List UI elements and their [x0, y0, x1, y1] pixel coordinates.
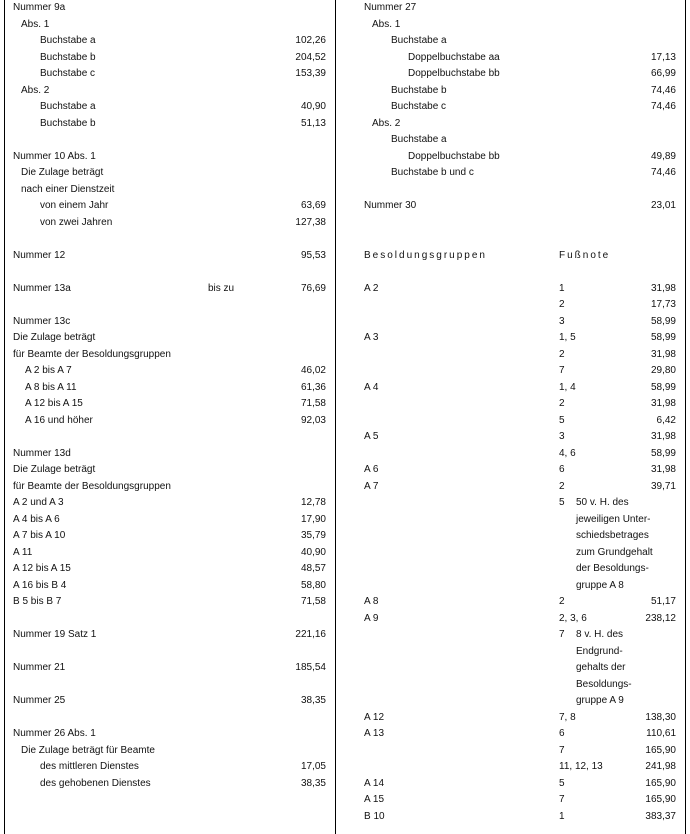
row-value: 74,46	[650, 167, 676, 178]
table-row	[364, 710, 676, 727]
row-value: 383,37	[645, 810, 676, 822]
row-label: A 4 bis A 6	[13, 513, 60, 525]
table-row	[13, 660, 326, 677]
spacer	[13, 132, 326, 149]
row-value: 51,13	[300, 117, 326, 129]
table-row	[364, 611, 676, 628]
row-value: 204,52	[295, 51, 326, 63]
row-value: 74,46	[650, 101, 676, 112]
footnote-ref: 7	[559, 794, 565, 805]
row-label: A 8	[364, 596, 379, 607]
row-label: Besoldungsgruppen	[364, 249, 487, 261]
row-label: von einem Jahr	[40, 200, 109, 211]
row-label: Buchstabe b und c	[391, 167, 474, 178]
table-row	[13, 495, 326, 512]
row-value: 46,02	[300, 365, 326, 376]
row-label: Abs. 2	[372, 117, 401, 129]
spacer	[13, 710, 326, 727]
footnote-text: jeweiligen Unter-	[576, 513, 651, 525]
table-row	[364, 479, 676, 496]
row-value: 76,69	[300, 282, 326, 294]
row-value: 49,89	[650, 150, 676, 162]
footnote-text: schiedsbetrages	[576, 530, 649, 541]
table-row	[364, 578, 676, 595]
footnote-ref: 5	[559, 414, 565, 426]
footnote-ref: 4, 6	[559, 447, 576, 459]
row-value: 31,98	[650, 348, 676, 360]
table-row	[364, 462, 676, 479]
row-label: Nummer 26 Abs. 1	[13, 728, 96, 739]
table-row	[364, 809, 676, 826]
row-label: A 16 und höher	[25, 414, 93, 426]
row-label: A 12	[364, 711, 385, 723]
row-label: Buchstabe c	[40, 68, 96, 79]
table-row	[13, 149, 326, 166]
table-row	[364, 281, 676, 298]
row-value: 17,13	[650, 51, 676, 63]
row-value: 17,05	[300, 761, 326, 772]
table-row	[13, 116, 326, 133]
footnote-ref: 11, 12, 13	[559, 761, 603, 772]
table-row	[364, 347, 676, 364]
footnote-ref: 5	[559, 497, 565, 508]
table-row	[13, 776, 326, 793]
row-value: 153,39	[295, 68, 326, 79]
footnote-ref: 7	[559, 744, 565, 756]
row-value: 35,79	[300, 530, 326, 541]
row-value: 74,46	[650, 84, 676, 96]
table-row	[13, 66, 326, 83]
row-label: A 7 bis A 10	[13, 530, 66, 541]
row-value: 58,99	[650, 447, 676, 459]
table-row	[13, 314, 326, 331]
table-row	[364, 429, 676, 446]
row-label: A 3	[364, 332, 379, 343]
table-row	[364, 413, 676, 430]
row-value: 31,98	[650, 464, 676, 475]
footnote-text: 50 v. H. des	[576, 497, 629, 508]
table-row	[13, 281, 326, 298]
row-label: Nummer 30	[364, 200, 417, 211]
table-row	[13, 215, 326, 232]
row-value: 165,90	[645, 777, 676, 789]
row-value: 138,30	[645, 711, 676, 723]
row-label: Die Zulage beträgt für Beamte	[21, 744, 155, 756]
table-row	[364, 380, 676, 397]
spacer	[364, 231, 676, 248]
footnote-ref: 1, 4	[559, 381, 576, 393]
footnote-ref: 2	[559, 596, 565, 607]
table-row	[13, 446, 326, 463]
row-value: 102,26	[295, 35, 326, 46]
table-row	[13, 198, 326, 215]
table-row	[13, 627, 326, 644]
row-value: 31,98	[650, 398, 676, 409]
table-row	[13, 693, 326, 710]
spacer	[13, 297, 326, 314]
table-row	[364, 396, 676, 413]
row-label: A 11	[13, 546, 33, 558]
row-label: B 10	[364, 810, 385, 822]
row-label: A 6	[364, 464, 379, 475]
spacer	[13, 264, 326, 281]
row-label: Abs. 1	[21, 18, 50, 30]
table-row	[13, 545, 326, 562]
row-value: 48,57	[300, 563, 326, 574]
row-value: 58,99	[650, 332, 676, 343]
row-label: A 16 bis B 4	[13, 579, 67, 591]
table-row	[13, 413, 326, 430]
row-value: 58,99	[650, 381, 676, 393]
center-divider	[335, 0, 336, 834]
row-value: 71,58	[300, 398, 326, 409]
table-row	[13, 462, 326, 479]
footnote-ref: 2	[559, 348, 565, 360]
row-value: 127,38	[295, 216, 326, 228]
table-row	[364, 545, 676, 562]
table-row	[364, 50, 676, 67]
row-label: A 8 bis A 11	[25, 381, 77, 393]
row-value: 165,90	[645, 794, 676, 805]
row-label: Buchstabe b	[391, 84, 447, 96]
table-row	[364, 330, 676, 347]
row-label: Buchstabe a	[391, 134, 447, 145]
row-value: 71,58	[300, 596, 326, 607]
table-row	[364, 116, 676, 133]
row-label: A 7	[364, 480, 379, 492]
row-label: Abs. 1	[372, 18, 401, 30]
footnote-ref: 2	[559, 398, 565, 409]
footnote-ref: 3	[559, 315, 565, 327]
row-label: A 12 bis A 15	[25, 398, 83, 409]
table-row	[364, 792, 676, 809]
table-row	[364, 743, 676, 760]
table-row	[13, 528, 326, 545]
right-border	[685, 0, 686, 834]
table-row	[364, 314, 676, 331]
table-row	[364, 33, 676, 50]
row-label: Nummer 13c	[13, 315, 71, 327]
footnote-ref: 5	[559, 777, 565, 789]
row-label: Buchstabe a	[40, 35, 96, 46]
table-row	[364, 17, 676, 34]
table-row	[364, 644, 676, 661]
row-value: 40,90	[300, 101, 326, 112]
row-label: A 2 und A 3	[13, 497, 64, 508]
row-label: für Beamte der Besoldungsgruppen	[13, 348, 171, 360]
table-row	[13, 380, 326, 397]
footnote-text: Besoldungs-	[576, 678, 632, 690]
row-label: A 14	[364, 777, 385, 789]
row-value: 110,61	[646, 728, 676, 739]
table-row	[13, 347, 326, 364]
table-row	[13, 165, 326, 182]
row-label: Nummer 27	[364, 2, 417, 13]
footnote-ref: 3	[559, 431, 565, 442]
table-row	[364, 297, 676, 314]
table-row	[364, 198, 676, 215]
row-value: 95,53	[300, 249, 326, 261]
table-row	[13, 578, 326, 595]
table-row	[13, 396, 326, 413]
row-value: 17,90	[300, 513, 326, 525]
table-row	[364, 363, 676, 380]
row-value: 51,17	[650, 596, 676, 607]
table-row	[364, 446, 676, 463]
row-label: Nummer 10 Abs. 1	[13, 150, 96, 162]
row-value: 38,35	[300, 695, 326, 706]
spacer	[364, 182, 676, 199]
table-row	[364, 0, 676, 17]
row-label: A 5	[364, 431, 379, 442]
table-row	[364, 561, 676, 578]
table-row	[364, 726, 676, 743]
footnote-text: zum Grundgehalt	[576, 546, 653, 558]
table-row	[364, 627, 676, 644]
left-border	[4, 0, 5, 834]
row-value: 12,78	[300, 497, 326, 508]
row-label: Nummer 21	[13, 662, 66, 673]
table-row	[364, 248, 676, 265]
row-value: 238,12	[645, 612, 676, 624]
spacer	[364, 215, 676, 232]
table-row	[364, 66, 676, 83]
spacer	[13, 644, 326, 661]
spacer	[13, 429, 326, 446]
row-label: nach einer Dienstzeit	[21, 183, 115, 195]
table-row	[364, 165, 676, 182]
footnote-ref: 1, 5	[559, 332, 576, 343]
table-row	[13, 363, 326, 380]
row-label: Die Zulage beträgt	[21, 167, 104, 178]
table-row	[364, 149, 676, 166]
row-label: A 4	[364, 381, 379, 393]
footnote-ref: 7, 8	[559, 711, 576, 723]
table-row	[13, 33, 326, 50]
table-row	[13, 759, 326, 776]
row-label: Doppelbuchstabe bb	[408, 68, 500, 79]
table-row	[364, 677, 676, 694]
table-row	[364, 495, 676, 512]
row-value: 31,98	[650, 431, 676, 442]
row-qualifier: bis zu	[208, 282, 235, 294]
table-row	[13, 594, 326, 611]
row-label: A 13	[364, 728, 385, 739]
table-row	[364, 693, 676, 710]
row-value: 39,71	[650, 480, 676, 492]
row-label: Die Zulage beträgt	[13, 332, 96, 343]
row-label: A 2	[364, 282, 379, 294]
row-label: Nummer 25	[13, 695, 66, 706]
row-value: 17,73	[650, 299, 676, 310]
table-row	[364, 512, 676, 529]
row-label: A 12 bis A 15	[13, 563, 71, 574]
row-label: Buchstabe c	[391, 101, 447, 112]
row-label: A 9	[364, 612, 379, 624]
table-row	[364, 132, 676, 149]
row-value: 61,36	[300, 381, 326, 393]
row-label: B 5 bis B 7	[13, 596, 62, 607]
footnote-ref: 2	[559, 299, 565, 310]
row-label: A 2 bis A 7	[25, 365, 72, 376]
table-row	[13, 99, 326, 116]
footnote-ref: 2	[559, 480, 565, 492]
footnote-ref: 6	[559, 464, 565, 475]
row-label: Nummer 13d	[13, 447, 71, 459]
row-label: Abs. 2	[21, 84, 50, 96]
row-label: des gehobenen Dienstes	[40, 777, 151, 789]
row-label: des mittleren Dienstes	[40, 761, 139, 772]
footnote-ref: 6	[559, 728, 565, 739]
row-value: 31,98	[650, 282, 676, 294]
row-label: Nummer 9a	[13, 2, 66, 13]
row-label: Nummer 13a	[13, 282, 71, 294]
table-row	[13, 726, 326, 743]
row-label: Nummer 19 Satz 1	[13, 629, 97, 640]
table-row	[13, 50, 326, 67]
row-label: Buchstabe b	[40, 51, 96, 63]
row-value: 165,90	[645, 744, 676, 756]
footnote-text: gehalts der	[576, 662, 626, 673]
table-row	[364, 660, 676, 677]
table-row	[13, 330, 326, 347]
row-value: 63,69	[300, 200, 326, 211]
table-row	[13, 17, 326, 34]
row-value: 185,54	[295, 662, 326, 673]
row-value: 6,42	[656, 414, 676, 426]
row-label: Buchstabe b	[40, 117, 96, 129]
table-row	[13, 182, 326, 199]
footnote-text: Endgrund-	[576, 645, 623, 657]
spacer	[13, 611, 326, 628]
footnote-ref: 1	[559, 282, 565, 294]
row-value: 241,98	[645, 761, 676, 772]
table-row	[364, 99, 676, 116]
row-label: Nummer 12	[13, 249, 66, 261]
footnote-ref: 2, 3, 6	[559, 612, 587, 624]
footnote-ref: 7	[559, 365, 565, 376]
row-value: 58,80	[300, 579, 326, 591]
footnote-text: 8 v. H. des	[576, 629, 624, 640]
row-value: 40,90	[300, 546, 326, 558]
row-value: 221,16	[295, 629, 326, 640]
row-value: 66,99	[650, 68, 676, 79]
table-row	[13, 479, 326, 496]
row-label: Buchstabe a	[40, 101, 96, 112]
row-value: 58,99	[650, 315, 676, 327]
table-row	[13, 248, 326, 265]
row-value: 29,80	[650, 365, 676, 376]
table-row	[13, 512, 326, 529]
row-value: 23,01	[650, 200, 676, 211]
footnote-text: gruppe A 8	[576, 579, 624, 591]
table-row	[13, 743, 326, 760]
row-label: Doppelbuchstabe aa	[408, 51, 500, 63]
footnote-ref: 7	[559, 629, 565, 640]
row-value: 38,35	[300, 777, 326, 789]
footnote-text: gruppe A 9	[576, 695, 624, 706]
table-row	[364, 594, 676, 611]
table-row	[364, 759, 676, 776]
table-row	[13, 83, 326, 100]
table-row	[13, 0, 326, 17]
table-row	[364, 528, 676, 545]
row-label: Buchstabe a	[391, 35, 447, 46]
table-row	[13, 561, 326, 578]
row-label: Doppelbuchstabe bb	[408, 150, 500, 162]
left-column	[13, 0, 326, 792]
table-row	[364, 776, 676, 793]
row-label: für Beamte der Besoldungsgruppen	[13, 480, 171, 492]
spacer	[13, 231, 326, 248]
row-value: 92,03	[300, 414, 326, 426]
table-row	[364, 83, 676, 100]
spacer	[364, 264, 676, 281]
spacer	[13, 677, 326, 694]
footnote-text: der Besoldungs-	[576, 563, 649, 574]
footnote-ref: Fußnote	[559, 249, 611, 261]
footnote-ref: 1	[559, 810, 565, 822]
row-label: A 15	[364, 794, 385, 805]
right-column	[364, 0, 676, 825]
row-label: Die Zulage beträgt	[13, 464, 96, 475]
row-label: von zwei Jahren	[40, 216, 113, 228]
